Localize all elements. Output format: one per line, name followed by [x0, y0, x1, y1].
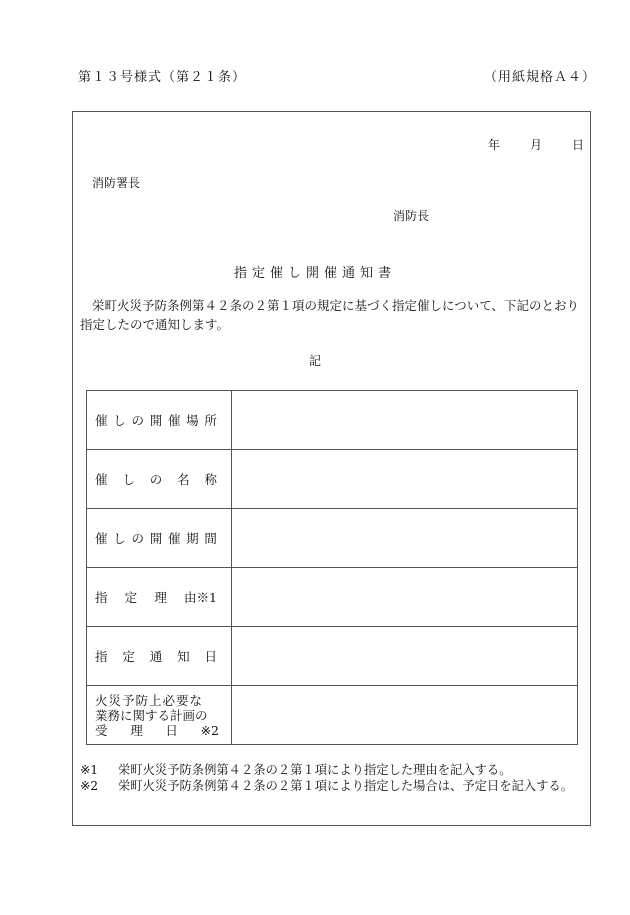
event-period-value[interactable] [232, 509, 578, 568]
plan-receipt-date-label: 火災予防上必要な 業務に関する計画の 受 理 日 ※2 [87, 686, 232, 745]
addressee: 消防署長 [92, 176, 141, 190]
designation-reason-value[interactable] [232, 568, 578, 627]
notification-date-label: 指 定 通 知 日 [87, 627, 232, 686]
event-name-label: 催 し の 名 称 [87, 450, 232, 509]
form-number: 第１３号様式（第２１条） [78, 70, 247, 85]
date-line [488, 136, 584, 153]
body-text: 栄町火災予防条例第４２条の２第１項の規定に基づく指定催しについて、下記のとおり指定したので通知します。 [80, 298, 580, 332]
notification-date-value[interactable] [232, 627, 578, 686]
ki-label: 記 [308, 354, 321, 368]
table-row [87, 568, 578, 627]
footnote-2: ※2 栄町火災予防条例第４２条の２第１項により指定した場合は、予定日を記入する。 [80, 779, 573, 793]
paper-size: （用紙規格Ａ４） [483, 70, 596, 85]
event-name-value[interactable] [232, 450, 578, 509]
designation-reason-label: 指 定 理 由※1 [87, 568, 232, 627]
table-row [87, 686, 578, 745]
table-row [87, 627, 578, 686]
table-row [87, 450, 578, 509]
footnote-1: ※1 栄町火災予防条例第４２条の２第１項により指定した理由を記入する。 [80, 763, 512, 777]
document-title: 指定催し開催通知書 [233, 266, 396, 281]
table-row [87, 509, 578, 568]
issuer: 消防長 [393, 209, 430, 223]
date-month: 月 [529, 138, 542, 152]
date-day: 日 [571, 138, 584, 152]
venue-label: 催 し の 開 催 場 所 [87, 391, 232, 450]
venue-value[interactable] [232, 391, 578, 450]
plan-receipt-date-value[interactable] [232, 686, 578, 745]
event-period-label: 催 し の 開 催 期 間 [87, 509, 232, 568]
table-row [87, 391, 578, 450]
footnotes [80, 762, 586, 794]
details-table [86, 390, 578, 745]
date-year: 年 [487, 138, 500, 152]
